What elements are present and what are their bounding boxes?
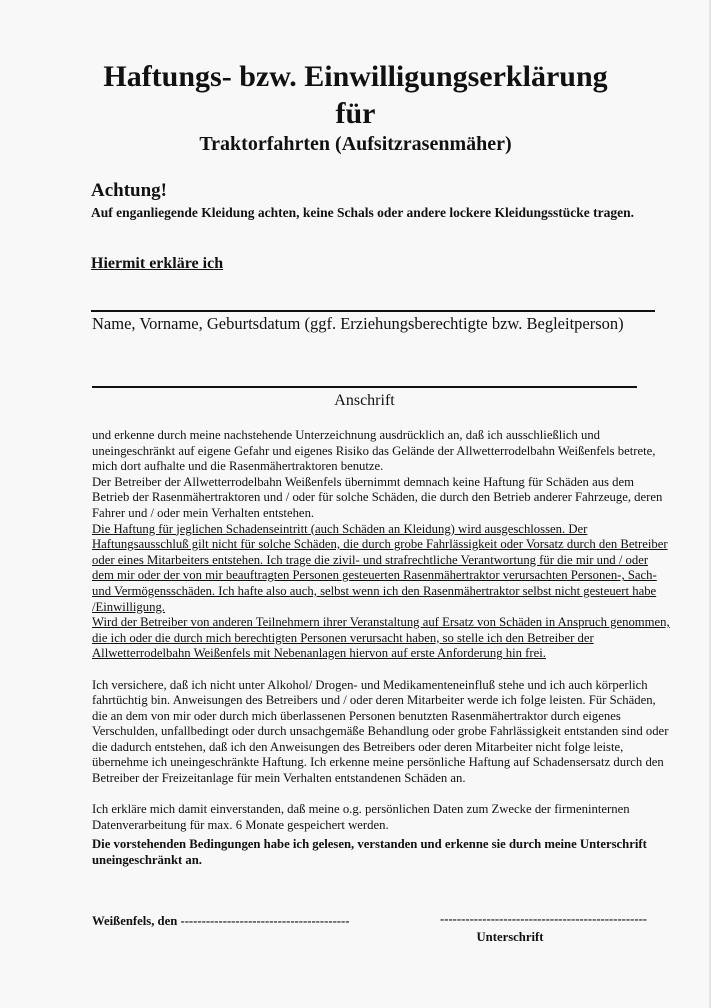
paragraph-indemnification: Wird der Betreiber von anderen Teilnehmern ihrer Veranstaltung auf Ersatz von Schäden in Anspruch genommen, die ich oder die durch mich berechtigten Personen verursacht haben, so stelle ich den Betreiber der Allwetterrodelbahn Weißenfels mit Nebenanlagen hiervon auf erste Anforderung hin frei. bbox=[92, 615, 670, 661]
paragraph-acknowledgement: und erkenne durch meine nachstehende Unterzeichnung ausdrücklich an, daß ich ausschließlich und uneingeschränkt auf eigene Gefahr und eigenes Risiko das Gelände der Allwetterrodelbahn Weißenfels betrete, mich dort aufhalte und die Rasenmähertraktoren benutze. bbox=[92, 428, 656, 474]
place-date-field[interactable]: Weißenfels, den ---------------------------------------- bbox=[92, 914, 350, 928]
paragraph-data-consent: Ich erkläre mich damit einverstanden, daß meine o.g. persönlichen Daten zum Zwecke der firmeninternen Datenverarbeitung für max. 6 Monate gespeichert werden. bbox=[92, 802, 630, 832]
document-title-for: für bbox=[335, 97, 376, 130]
signature-line[interactable]: ------------------------------------------------- bbox=[440, 912, 648, 926]
name-field-label: Name, Vorname, Geburtsdatum (ggf. Erziehungsberechtigte bzw. Begleitperson) bbox=[92, 314, 624, 333]
document-title: Haftungs- bzw. Einwilligungserklärung bbox=[103, 60, 608, 93]
address-field-label: Anschrift bbox=[334, 392, 395, 409]
warning-heading: Achtung! bbox=[91, 180, 168, 201]
paragraph-operator-liability: Der Betreiber der Allwetterrodelbahn Weißenfels übernimmt demnach keine Haftung für Schäden aus dem Betrieb der Rasenmähertraktoren und / oder für solche Schäden, die durch den Betrieb anderer Fahrzeuge, deren Fahrer und / oder mein Verhalten entstehen. bbox=[92, 474, 663, 520]
warning-text: Auf enganliegende Kleidung achten, keine Schals oder andere lockere Kleidungsstücke tragen. bbox=[91, 205, 635, 220]
declaration-heading: Hiermit erkläre ich bbox=[91, 255, 224, 272]
closing-statement: Die vorstehenden Bedingungen habe ich gelesen, verstanden und erkenne sie durch meine Unterschrift uneingeschränkt an. bbox=[92, 837, 647, 867]
document-subtitle: Traktorfahrten (Aufsitzrasenmäher) bbox=[199, 133, 512, 155]
name-field-line[interactable] bbox=[91, 310, 655, 312]
paragraph-liability-exclusion: Die Haftung für jeglichen Schadenseintritt (auch Schäden an Kleidung) wird ausgeschlossen. Der Haftungsausschluß gilt nicht für solche Schäden, die durch grobe Fahrlässigkeit oder Vorsatz durch den Betreiber oder eines Mitarbeiters entstehen. Ich trage die zivil- und strafrechtliche Verantwortung für die mir und / oder dem mir oder der von mir beauftragten Personen gesteuerten Rasenmähertraktor verursachten Personen-, Sach- und Vermögensschäden. Ich hafte also auch, selbst wenn ich den Rasenmähertraktor selbst nicht gesteuert habe /Einwilligung. bbox=[92, 521, 668, 614]
address-field-line[interactable] bbox=[92, 386, 637, 388]
paragraph-assurance: Ich versichere, daß ich nicht unter Alkohol/ Drogen- und Medikamenteneinfluß stehe und ich auch körperlich fahrtüchtig bin. Anweisungen des Betreibers und / oder deren Mitarbeiter werde ich folge leisten. Für Schäden, die an dem von mir oder durch mich überlassenen Personen benutzten Rasenmähertraktor durch eigenes Verschulden, unfallbedingt oder durch unsachgemäße Behandlung oder grobe Fahrlässigkeit entstanden sind oder die dadurch entstehen, daß ich den Anweisungen des Betreibers oder deren Mitarbeiter nicht folge leiste, übernehme ich uneingeschränkte Haftung. Ich erkenne meine persönliche Haftung auf Schadensersatz durch den Betreiber der Freizeitanlage für mein Verhalten entstandenen Schäden an. bbox=[92, 677, 669, 786]
body-text bbox=[92, 428, 672, 833]
signature-label: Unterschrift bbox=[476, 930, 544, 944]
